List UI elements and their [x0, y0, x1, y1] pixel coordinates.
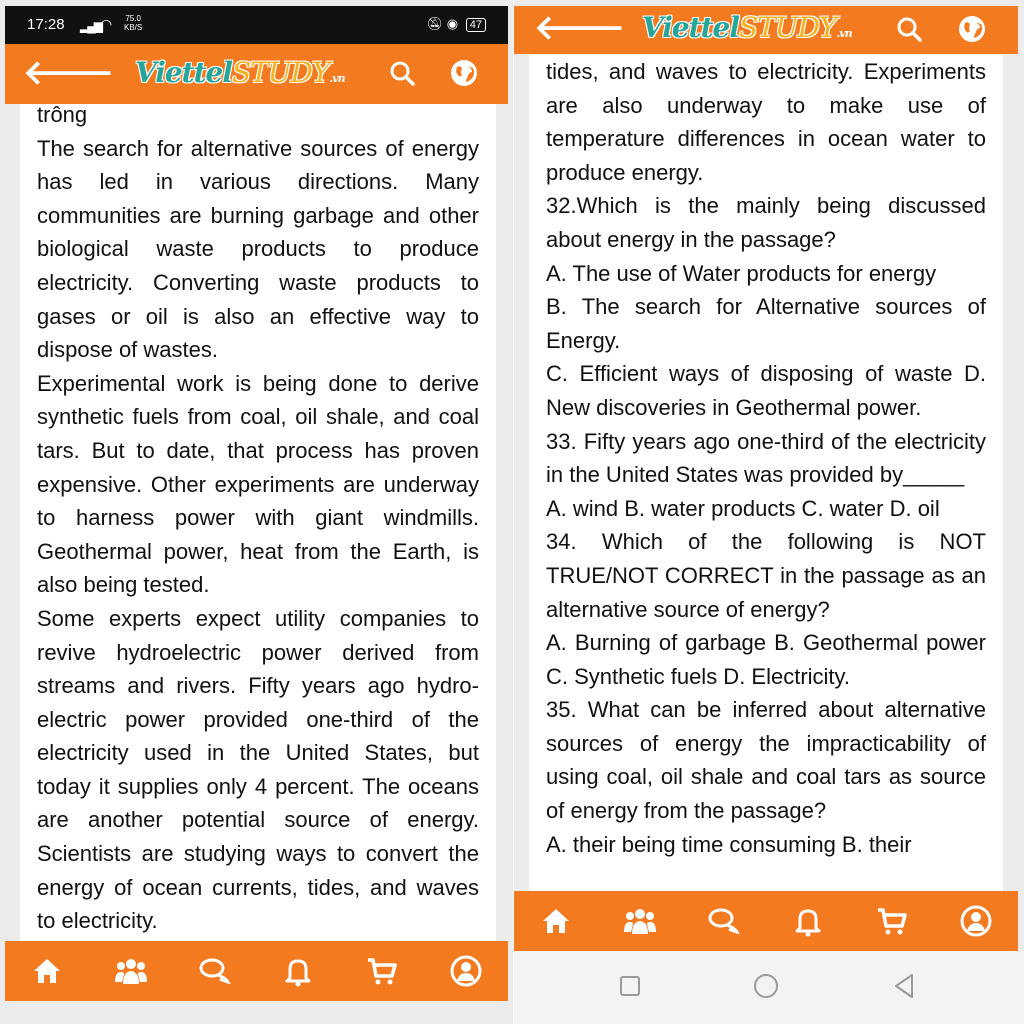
question-32: 32.Which is the mainly being discussed about energy in the passage? [546, 193, 986, 252]
passage-paragraph: The search for alternative sources of energy has led in various directions. Many communities are burning garbage and other biological waste products to produce electricity. Converting waste products to gases or oil is also an effective way to dispose of wastes. [37, 135, 479, 363]
triangle-back-icon[interactable] [892, 973, 916, 999]
home-icon[interactable] [30, 954, 64, 988]
passage-paragraph: Some experts expect utility companies to revive hydroelectric power derived from streams and rivers. Fifty years ago hydro-electric power provided one-third of the electricity used in the United States, but today it supplies only 4 percent. The oceans are another potential source of energy. Scientists are studying ways to convert the energy of ocean currents, tides, and waves to electricity. [37, 605, 479, 934]
question-32-option-a: A. The use of Water products for energy [546, 260, 937, 286]
group-icon[interactable] [114, 954, 148, 988]
passage-top-truncated: trông [37, 104, 88, 127]
home-icon[interactable] [539, 904, 573, 938]
chat-icon[interactable] [198, 954, 232, 988]
logo-part-2: STUDY [232, 56, 330, 89]
mute-icon: 🔕︎ [426, 16, 444, 31]
status-time: 17:28 [27, 16, 65, 33]
chat-icon[interactable] [707, 904, 741, 938]
bell-icon[interactable] [281, 954, 315, 988]
network-speed-unit: KB/S [124, 23, 143, 32]
question-32-option-b: B. The search for Alternative sources of Energy. [546, 294, 986, 353]
network-speed-value: 75.0 [125, 14, 141, 23]
back-arrow-icon[interactable]: 🡐 [534, 9, 626, 47]
status-icons [427, 16, 486, 32]
signal-icon: ▂▄▆ [80, 19, 101, 33]
question-33: 33. Fifty years ago one-third of the electricity in the United States was provided by_____ [546, 428, 986, 488]
wifi-icon: ◠ [100, 16, 113, 32]
battery-icon: 47 [466, 18, 486, 32]
status-bar [5, 6, 508, 44]
viettel-study-logo[interactable] [642, 11, 852, 44]
bell-icon[interactable] [791, 904, 825, 938]
cart-icon[interactable] [875, 904, 909, 938]
cart-icon[interactable] [365, 954, 399, 988]
sync-icon: ◉ [446, 16, 459, 31]
app-header [5, 44, 508, 104]
globe-icon[interactable] [957, 14, 987, 44]
profile-icon[interactable] [449, 954, 483, 988]
bottom-nav [5, 941, 508, 1001]
app-header [514, 6, 1018, 54]
question-34-options: A. Burning of garbage B. Geothermal power C. Synthetic fuels D. Electricity. [546, 630, 986, 689]
viettel-study-logo[interactable] [135, 56, 345, 89]
right-screenshot [514, 0, 1024, 1024]
bottom-nav [514, 891, 1018, 951]
passage-content [20, 104, 496, 941]
question-33-options: A. wind B. water products C. water D. oil [546, 495, 940, 521]
circle-icon[interactable] [753, 973, 779, 999]
logo-part-1: Viettel [135, 56, 233, 89]
question-35-options: A. their being time consuming B. their [546, 831, 912, 857]
network-speed [124, 14, 142, 32]
question-34: 34. Which of the following is NOT TRUE/NOT CORRECT in the passage as an alternative source of energy? [546, 529, 986, 622]
search-icon[interactable] [389, 60, 415, 86]
logo-part-1: Viettel [642, 11, 740, 44]
back-arrow-icon[interactable]: 🡐 [23, 54, 115, 92]
question-35: 35. What can be inferred about alternative sources of energy the impracticability of using coal, oil shale and coal tars as source of energy from the passage? [546, 697, 986, 824]
logo-suffix: .vn [329, 72, 345, 85]
passage-continuation: tides, and waves to electricity. Experiments are also underway to make use of temperature differences in ocean water to produce energy. [546, 59, 986, 185]
globe-icon[interactable] [449, 58, 479, 88]
question-32-options-cd: C. Efficient ways of disposing of waste D. New discoveries in Geothermal power. [546, 361, 986, 420]
questions-content [529, 54, 1003, 891]
search-icon[interactable] [896, 16, 922, 42]
passage-paragraph: Experimental work is being done to derive synthetic fuels from coal, oil shale, and coal tars. But to date, that process has proven expensive. Other experiments are underway to harness power with giant windmills. Geothermal power, heat from the Earth, is also being tested. [37, 370, 479, 598]
logo-part-2: STUDY [739, 11, 837, 44]
group-icon[interactable] [623, 904, 657, 938]
profile-icon[interactable] [959, 904, 993, 938]
system-navigation-bar [514, 951, 1024, 1024]
logo-suffix: .vn [836, 27, 852, 40]
square-icon[interactable] [619, 975, 641, 997]
